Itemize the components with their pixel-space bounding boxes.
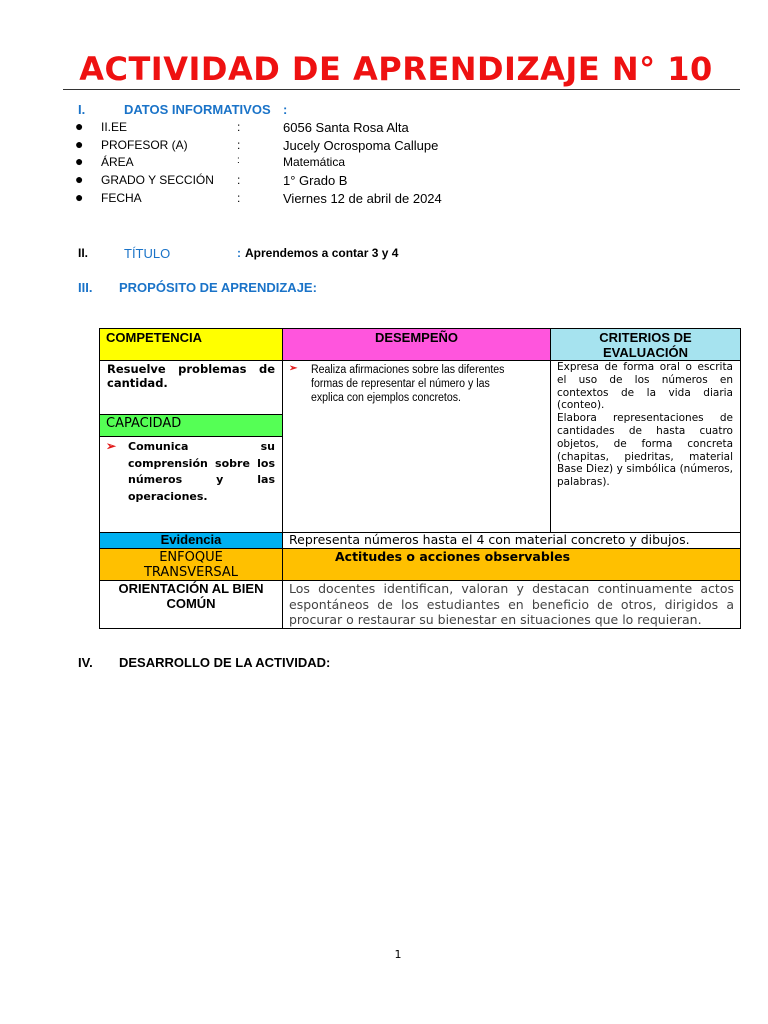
evidencia-cell xyxy=(283,533,741,549)
info-row-iiee xyxy=(75,120,675,136)
section-number: III. xyxy=(78,280,93,295)
desempeno-text: Realiza afirmaciones sobre las diferentes formas de representar el número y las explica con ejemplos concretos. xyxy=(311,364,505,404)
section-label: PROPÓSITO DE APRENDIZAJE: xyxy=(119,280,317,295)
info-row-area xyxy=(75,155,675,171)
enfoque-header: ENFOQUE TRANSVERSAL xyxy=(143,550,239,580)
info-row-grado xyxy=(75,173,675,189)
competencia-header-cell xyxy=(100,329,283,361)
capacidad-header-cell xyxy=(100,415,283,437)
section-number: I. xyxy=(78,102,86,117)
criterios-header: CRITERIOS DE EVALUACIÓN xyxy=(599,330,692,360)
learning-purpose-table xyxy=(99,328,741,629)
section-colon: : xyxy=(237,246,241,260)
section-datos-informativos xyxy=(78,102,378,118)
actitudes-header: Actitudes o acciones observables xyxy=(335,549,571,564)
criterios-cell xyxy=(551,361,741,533)
enfoque-header-cell xyxy=(100,549,283,581)
capacidad-item xyxy=(100,437,282,505)
section-colon: : xyxy=(283,102,288,117)
info-row-profesor xyxy=(75,138,675,154)
competencia-text: Resuelve problemas de cantidad. xyxy=(107,362,275,390)
title-underline xyxy=(63,89,740,90)
info-label: FECHA xyxy=(101,191,142,205)
info-label: GRADO Y SECCIÓN xyxy=(101,173,214,187)
section-label: TÍTULO xyxy=(124,246,171,261)
evidencia-text: Representa números hasta el 4 con material concreto y dibujos. xyxy=(289,532,690,547)
arrow-bullet-icon: ➢ xyxy=(106,439,117,453)
section-label: DATOS INFORMATIVOS xyxy=(124,102,271,117)
desempeno-item xyxy=(283,361,550,405)
section-number: II. xyxy=(78,246,89,260)
orientacion-text: Los docentes identifican, valoran y destacan continuamente actos espontáneos de los estudiantes en beneficio de otros, dirigidos a procurar o restaurar su bienestar en situaciones que lo requieran. xyxy=(289,581,734,627)
info-value: 1° Grado B xyxy=(283,173,348,188)
criterios-text: Expresa de forma oral o escrita el uso de los números en contextos de la vida diaria (conteo). Elabora representaciones de cantidades de hasta cuatro objetos, de forma concreta (chapitas, piedritas, material Base Diez) y simbólica (números, palabras). xyxy=(557,361,733,489)
capacidad-text: Comunica su comprensión sobre los números y las operaciones. xyxy=(128,440,275,503)
info-colon: : xyxy=(237,138,241,152)
info-value: Jucely Ocrospoma Callupe xyxy=(283,138,439,153)
info-colon: : xyxy=(237,155,240,166)
section-titulo xyxy=(78,246,478,262)
bullet-icon: ● xyxy=(75,171,84,187)
section-number: IV. xyxy=(78,655,93,670)
desempeno-cell xyxy=(283,361,551,533)
info-colon: : xyxy=(237,120,241,134)
info-value: Matemática xyxy=(283,155,346,169)
criterios-header-cell xyxy=(551,329,741,361)
info-label: ÁREA xyxy=(101,155,134,169)
orientacion-cell xyxy=(100,581,283,629)
bullet-icon: ● xyxy=(75,136,84,152)
title-value: Aprendemos a contar 3 y 4 xyxy=(245,246,399,260)
info-label: II.EE xyxy=(101,120,128,134)
bullet-icon: ● xyxy=(75,118,84,134)
section-proposito xyxy=(78,280,478,296)
capacidad-header: CAPACIDAD xyxy=(106,416,182,431)
info-colon: : xyxy=(237,173,241,187)
bullet-icon: ● xyxy=(75,153,84,169)
info-label: PROFESOR (A) xyxy=(101,138,188,152)
info-row-fecha xyxy=(75,191,675,207)
section-desarrollo xyxy=(78,655,478,671)
desempeno-header: DESEMPEÑO xyxy=(374,330,459,345)
info-colon: : xyxy=(237,191,241,205)
orientacion-label: ORIENTACIÓN AL BIEN COMÚN xyxy=(118,581,264,611)
page-number: 1 xyxy=(394,948,402,961)
evidencia-label: Evidencia xyxy=(160,532,222,547)
info-value: Viernes 12 de abril de 2024 xyxy=(283,191,442,206)
actitudes-header-cell xyxy=(283,549,741,581)
orientacion-text-cell xyxy=(283,581,741,629)
section-label: DESARROLLO DE LA ACTIVIDAD: xyxy=(119,655,331,670)
bullet-icon: ● xyxy=(75,189,84,205)
capacidad-cell xyxy=(100,437,283,533)
info-value: 6056 Santa Rosa Alta xyxy=(283,120,409,135)
arrow-bullet-icon: ➢ xyxy=(289,363,298,374)
page-title: ACTIVIDAD DE APRENDIZAJE N° 10 xyxy=(79,50,713,88)
competencia-header: COMPETENCIA xyxy=(106,330,203,345)
competencia-cell xyxy=(100,361,283,415)
evidencia-label-cell xyxy=(100,533,283,549)
desempeno-header-cell xyxy=(283,329,551,361)
